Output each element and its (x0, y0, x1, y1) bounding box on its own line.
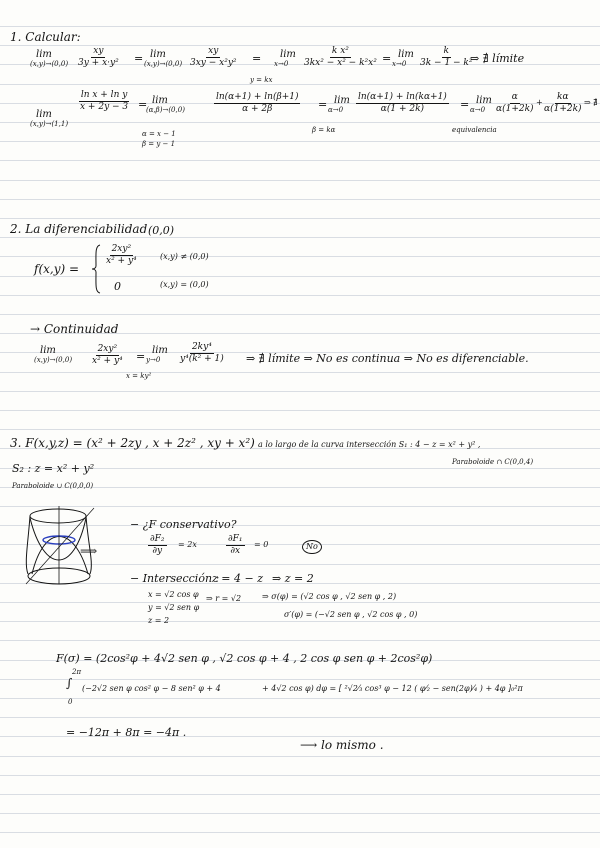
derivative-value: = 0 (254, 540, 269, 549)
arrow-icon: ⟹ (80, 544, 98, 558)
final-result: = −12π + 8π = −4π . (66, 726, 187, 739)
fraction: $\frac{\text{2xy²}}{\text{x² + y⁴}}$ (92, 344, 123, 366)
ruled-line (0, 314, 600, 315)
integral-lower: 0 (68, 698, 73, 706)
result-text: ⇒ ∄ límite ⇒ No es continua ⇒ No es diferenciable. (246, 352, 529, 365)
ruled-line (0, 372, 600, 373)
equals-sign: = (252, 52, 262, 65)
point-label: (0,0) (148, 224, 175, 237)
ruled-line (0, 26, 600, 27)
fraction: $\frac{\text{k x²}}{\text{3kx² − x² − k²x²}}$ (304, 46, 377, 68)
ruled-line (0, 84, 600, 85)
curve-param: ⇒ σ(φ) = (√2 cos φ , √2 sen φ , 2) (262, 592, 397, 601)
fraction: $\frac{\text{2xy²}}{\text{x² + y⁴}}$ (106, 244, 137, 266)
ruled-line (0, 698, 600, 699)
fraction: $\frac{xy}{\text{3xy − x²y²}}$ (190, 46, 237, 68)
plus-sign: + (536, 98, 543, 107)
substitution-note: α = x − 1 (142, 130, 176, 138)
ruled-line (0, 276, 600, 277)
limit-operator: lim (x,y)→(0,0) (144, 49, 183, 68)
limit-operator: lim y→0 (146, 345, 168, 364)
fraction: $\frac{\ln(\alpha+1) + \ln(\beta+1)}{\alpha + 2\beta}$ (216, 92, 299, 114)
ruled-line (0, 391, 600, 392)
intersection-label: − Intersección : (130, 572, 220, 585)
curve-derivative: σ′(φ) = (−√2 sen φ , √2 cos φ , 0) (284, 610, 418, 619)
fraction: $\frac{\alpha}{\alpha(1+2k)}$ (496, 92, 534, 114)
fraction: $\frac{k}{\text{3k − 1 − k²}}$ (420, 46, 473, 68)
ruled-line (0, 602, 600, 603)
case-condition: (x,y) ≠ (0,0) (160, 252, 209, 261)
limit-operator: lim x→0 (274, 49, 296, 68)
equals-sign: = (134, 52, 144, 65)
brace-icon (92, 244, 102, 294)
limit-operator: lim (x,y)→(1,1) (30, 109, 69, 128)
limit-operator: lim α→0 (328, 95, 350, 114)
integrand: (−2√2 sen φ cos² φ − 8 sen² φ + 4 (82, 684, 221, 693)
intersection-equation: z = 4 − z (212, 572, 264, 585)
fraction: $\frac{\text{∂F₂}}{\partial y}$ (150, 534, 165, 556)
param-line: z = 2 (148, 616, 170, 625)
ruled-line (0, 237, 600, 238)
equals-sign: = (460, 98, 470, 111)
substitution-note: x = ky² (126, 372, 152, 380)
ruled-line (0, 160, 600, 161)
integrand-continued: + 4√2 cos φ) dφ = [ ²√2⁄₃ cos³ φ − 12 ( φ⁄₂ − sen(2φ)⁄₄ ) + 4φ ]₀²π (262, 684, 523, 693)
answer-circled: No (302, 540, 322, 554)
equals-sign: = (138, 98, 148, 111)
param-line: y = √2 sen φ (148, 603, 200, 612)
ruled-line (0, 794, 600, 795)
ruled-line (0, 756, 600, 757)
equals-sign: = (318, 98, 328, 111)
fraction: $\frac{k\alpha}{\alpha(1+2k)}$ (544, 92, 582, 114)
ruled-line (0, 640, 600, 641)
ruled-line (0, 256, 600, 257)
case-condition: (x,y) = (0,0) (160, 280, 209, 289)
ruled-line (0, 717, 600, 718)
fraction: $\frac{\text{∂F₁}}{\partial x}$ (228, 534, 243, 556)
limit-operator: lim α→0 (470, 95, 492, 114)
limit-operator: lim (α,β)→(0,0) (146, 95, 185, 114)
ruled-line (0, 775, 600, 776)
problem-3-header-tail: a lo largo de la curva intersección S₁ : 4 − z = x² + y² , (258, 440, 481, 449)
equals-sign: = (382, 52, 392, 65)
substitution-note: y = kx (250, 76, 273, 84)
radius-note: ⇒ r = √2 (206, 594, 242, 603)
substitution-note: β = kα (312, 126, 336, 134)
field-on-curve: F(σ) = (2cos²φ + 4√2 sen φ , √2 cos φ + 4 , 2 cos φ sen φ + 2cos²φ) (56, 652, 433, 665)
limit-operator: lim x→0 (392, 49, 414, 68)
equals-sign: = (136, 350, 146, 363)
substitution-note: β = y − 1 (142, 140, 176, 148)
intersection-result: ⇒ z = 2 (272, 572, 314, 585)
closing-note: ⟶ lo mismo . (300, 738, 384, 752)
continuity-label: → Continuidad (30, 322, 119, 336)
surface-note: Paraboloide ∪ C(0,0,0) (12, 482, 94, 490)
surface-equation: S₂ : z = x² + y² (12, 462, 95, 475)
problem-2-header: 2. La diferenciabilidad (10, 222, 148, 236)
problem-3-header: 3. F(x,y,z) = (x² + 2zy , x + 2z² , xy + x²) (10, 436, 255, 450)
ruled-line (0, 813, 600, 814)
fraction: $\frac{\text{ln x + ln y}}{x + 2y - 3}$ (80, 90, 129, 112)
integral-upper: 2π (72, 668, 82, 676)
ruled-line (0, 122, 600, 123)
ruled-line (0, 832, 600, 833)
result-text: ⇒ ∄ límite (470, 52, 525, 65)
fraction: $\frac{xy}{\text{3y + x·y²}}$ (78, 46, 119, 68)
problem-1-header: 1. Calcular: (10, 30, 81, 44)
ruled-line (0, 429, 600, 430)
ruled-line (0, 410, 600, 411)
ruled-line (0, 199, 600, 200)
param-line: x = √2 cos φ (148, 590, 199, 599)
fraction: $\frac{\ln(\alpha+1) + \ln(k\alpha+1)}{\alpha(1 + 2k)}$ (358, 92, 447, 114)
ruled-line (0, 679, 600, 680)
conservative-question: − ¿F conservativo? (130, 518, 237, 531)
result-text: ⇒ ∄ (584, 98, 598, 107)
derivative-value: = 2x (178, 540, 197, 549)
ruled-line (0, 141, 600, 142)
function-definition: f(x,y) = (34, 262, 80, 276)
surface-note: Paraboloide ∩ C(0,0,4) (452, 458, 534, 466)
fraction: $\frac{\text{2ky⁴}}{\text{y⁴(k² + 1)}}$ (180, 342, 224, 364)
ruled-line (0, 295, 600, 296)
limit-operator: lim (x,y)→(0,0) (34, 345, 73, 364)
integral-sign: ∫ (66, 676, 73, 690)
ruled-line (0, 621, 600, 622)
case-value: 0 (114, 280, 121, 293)
ruled-line (0, 218, 600, 219)
ruled-line (0, 180, 600, 181)
limit-operator: lim (x,y)→(0,0) (30, 49, 69, 68)
substitution-note: equivalencia (452, 126, 497, 134)
